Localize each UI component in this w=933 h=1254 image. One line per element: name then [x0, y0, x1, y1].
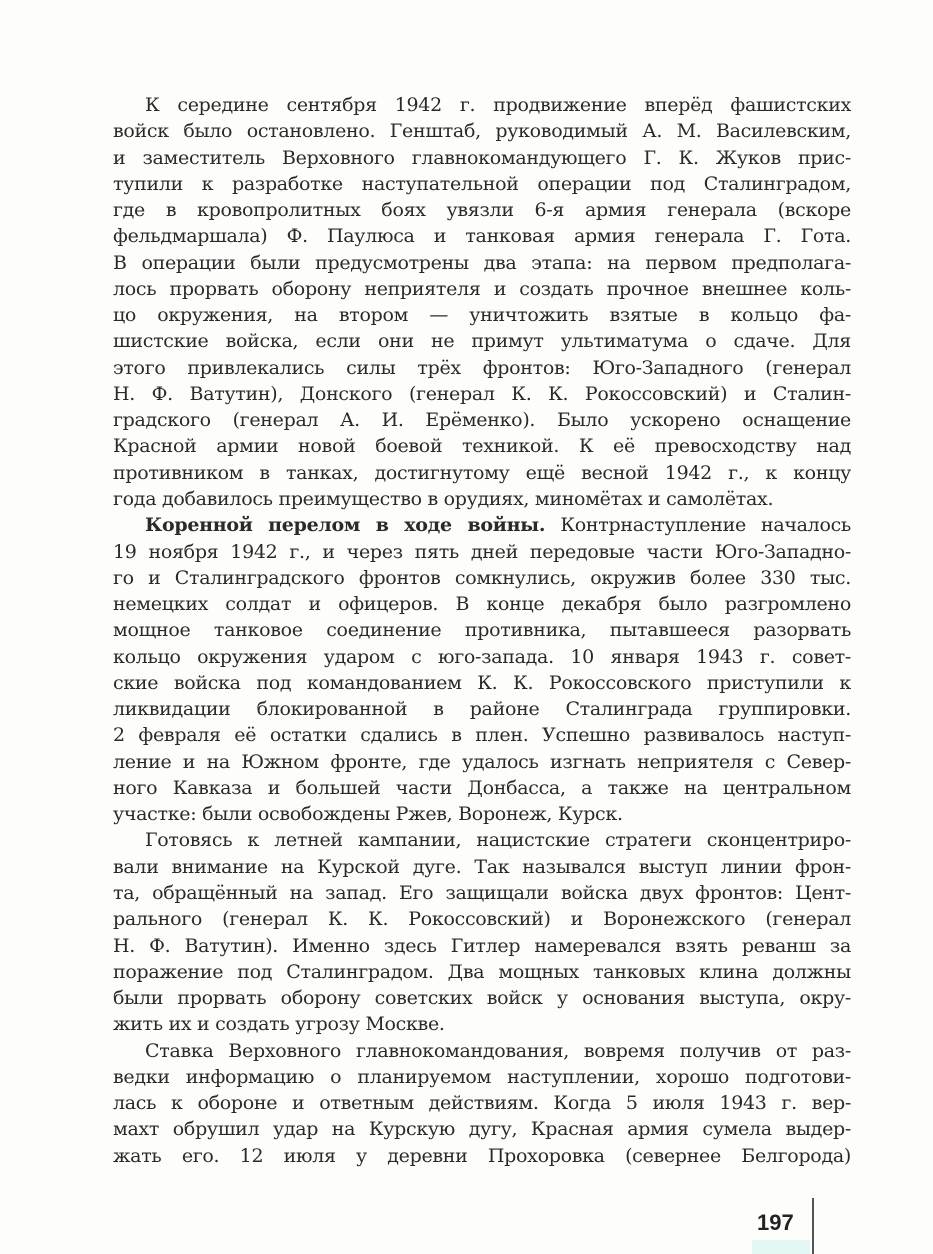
paragraph	[113, 512, 851, 827]
text-line: кольцо окружения ударом с юго-запада. 10 января 1943 г. совет-	[113, 645, 851, 668]
text-line: вали внимание на Курской дуге. Так назывался выступ линии фрон-	[113, 855, 851, 878]
text-line: войск было остановлено. Генштаб, руководимый А. М. Василевским,	[113, 120, 851, 143]
text-line: поражение под Сталинградом. Два мощных танковых клина должны	[113, 960, 851, 983]
text-line: Готовясь к летней кампании, нацистские стратеги сконцентриро-	[145, 829, 851, 852]
text-line: жить их и создать угрозу Москве.	[113, 1013, 445, 1036]
text-line: лось прорвать оборону неприятеля и создать прочное внешнее коль-	[113, 277, 851, 300]
text-line: ведки информацию о планируемом наступлении, хорошо подготови-	[113, 1065, 851, 1088]
text-line: Ставка Верховного главнокомандования, вовремя получив от раз-	[145, 1039, 851, 1062]
margin-rule	[812, 1198, 814, 1254]
text-line: ские войска под командованием К. К. Рокоссовского приступили к	[113, 671, 851, 694]
text-line: Красной армии новой боевой техникой. К её превосходству над	[113, 435, 851, 458]
text-line: ликвидации блокированной в районе Сталинграда группировки.	[113, 698, 851, 721]
text-line: К середине сентября 1942 г. продвижение вперёд фашистских	[145, 94, 851, 116]
text-line: градского (генерал А. И. Ерёменко). Было ускорено оснащение	[113, 409, 851, 432]
text-line: 2 февраля её остатки сдались в плен. Успешно развивалось наступ-	[113, 724, 851, 747]
text-line: В операции были предусмотрены два этапа: на первом предполага-	[113, 251, 851, 274]
text-line: и заместитель Верховного главнокомандующего Г. К. Жуков прис-	[113, 146, 851, 169]
text-line: го и Сталинградского фронтов сомкнулись, окружив более 330 тыс.	[113, 566, 851, 589]
text-line: ного Кавказа и большей части Донбасса, а также на центральном	[113, 776, 851, 799]
text-line: где в кровопролитных боях увязли 6-я армия генерала (вскоре	[113, 199, 851, 222]
page-body	[113, 92, 851, 1169]
text-line: были прорвать оборону советских войск у основания выступа, окру-	[113, 987, 851, 1010]
text-line: фельдмаршала) Ф. Паулюса и танковая армия генерала Г. Гота.	[113, 225, 851, 248]
text-line: этого привлекались силы трёх фронтов: Юго-Западного (генерал	[113, 356, 851, 379]
text-line: лась к обороне и ответным действиям. Когда 5 июля 1943 г. вер-	[113, 1092, 851, 1115]
text-line: Н. Ф. Ватутин). Именно здесь Гитлер намеревался взять реванш за	[113, 934, 851, 957]
text-line: противником в танках, достигнутому ещё весной 1942 г., к концу	[113, 461, 851, 484]
paragraph	[113, 1038, 851, 1169]
text-line: цо окружения, на втором — уничтожить взятые в кольцо фа-	[113, 304, 851, 327]
page-number: 197	[757, 1210, 794, 1235]
text-line	[113, 512, 851, 538]
page-number-tab	[752, 1240, 810, 1254]
text-run: Контрнаступление началось	[545, 514, 851, 537]
text-line: махт обрушил удар на Курскую дугу, Красная армия сумела выдер-	[113, 1118, 851, 1141]
paragraph	[113, 92, 851, 512]
text-line: 19 ноября 1942 г., и через пять дней передовые части Юго-Западно-	[113, 540, 851, 563]
text-line: Н. Ф. Ватутин), Донского (генерал К. К. Рокоссовский) и Сталин-	[113, 382, 851, 405]
section-heading: Коренной перелом в ходе войны.	[145, 514, 546, 537]
text-line: тупили к разработке наступательной операции под Сталинградом,	[113, 172, 851, 195]
text-line: та, обращённый на запад. Его защищали войска двух фронтов: Цент-	[113, 881, 851, 904]
text-line: ление и на Южном фронте, где удалось изгнать неприятеля с Север-	[113, 750, 851, 773]
text-line: мощное танковое соединение противника, пытавшееся разорвать	[113, 619, 851, 642]
text-line: жать его. 12 июля у деревни Прохоровка (севернее Белгорода)	[113, 1144, 851, 1167]
text-line: участке: были освобождены Ржев, Воронеж, Курск.	[113, 803, 623, 826]
text-line: шистские войска, если они не примут ультиматума о сдаче. Для	[113, 330, 851, 353]
paragraph	[113, 827, 851, 1037]
text-line: рального (генерал К. К. Рокоссовский) и Воронежского (генерал	[113, 908, 851, 931]
text-line: немецких солдат и офицеров. В конце декабря было разгромлено	[113, 593, 851, 616]
text-line: года добавилось преимущество в орудиях, миномётах и самолётах.	[113, 487, 774, 510]
